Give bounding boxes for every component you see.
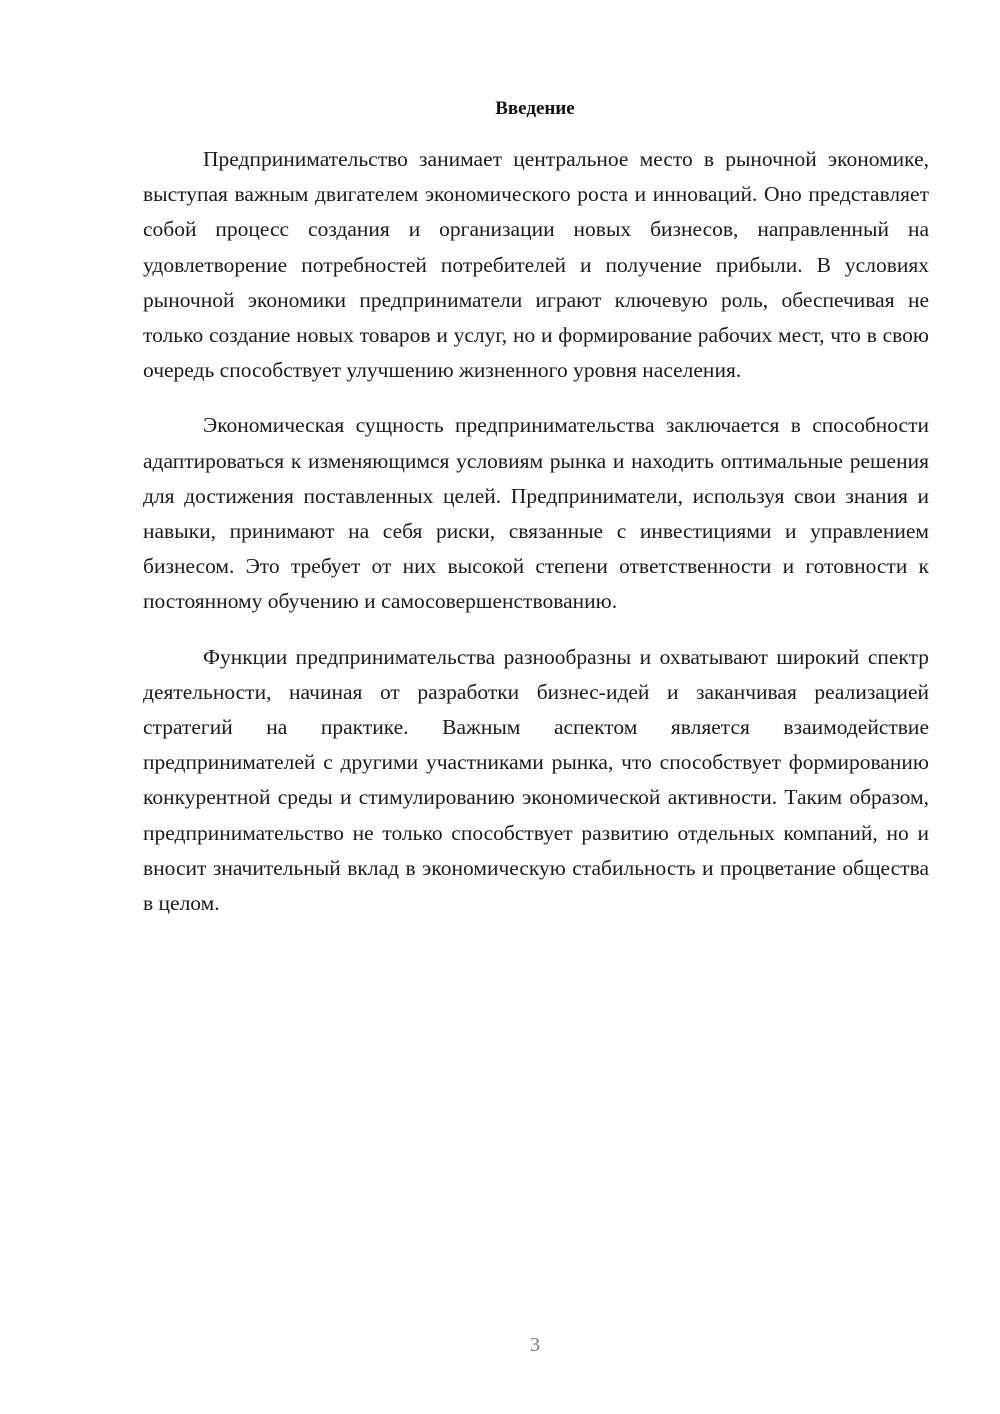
document-body: [143, 142, 929, 941]
paragraph-3: Функции предпринимательства разнообразны и охватывают широкий спектр деятельности, начиная от разработки бизнес-идей и заканчивая реализацией стратегий на практике. Важным аспектом является взаимодействие предпринимателей с другими участниками рынка, что способствует формированию конкурентной среды и стимулированию экономической активности. Таким образом, предпринимательство не только способствует развитию отдельных компаний, но и вносит значительный вклад в экономическую стабильность и процветание общества в целом.: [143, 644, 929, 916]
page-number: 3: [530, 1334, 540, 1356]
paragraph-2: Экономическая сущность предпринимательства заключается в способности адаптироваться к изменяющимся условиям рынка и находить оптимальные решения для достижения поставленных целей. Предприниматели, используя свои знания и навыки, принимают на себя риски, связанные с инвестициями и управлением бизнесом. Это требует от них высокой степени ответственности и готовности к постоянному обучению и самосовершенствованию.: [143, 413, 929, 614]
section-title: Введение: [495, 98, 575, 119]
paragraph-1: Предпринимательство занимает центральное место в рыночной экономике, выступая важным двигателем экономического роста и инноваций. Оно представляет собой процесс создания и организации новых бизнесов, направленный на удовлетворение потребностей потребителей и получение прибыли. В условиях рыночной экономики предприниматели играют ключевую роль, обеспечивая не только создание новых товаров и услуг, но и формирование рабочих мест, что в свою очередь способствует улучшению жизненного уровня населения.: [143, 147, 929, 383]
